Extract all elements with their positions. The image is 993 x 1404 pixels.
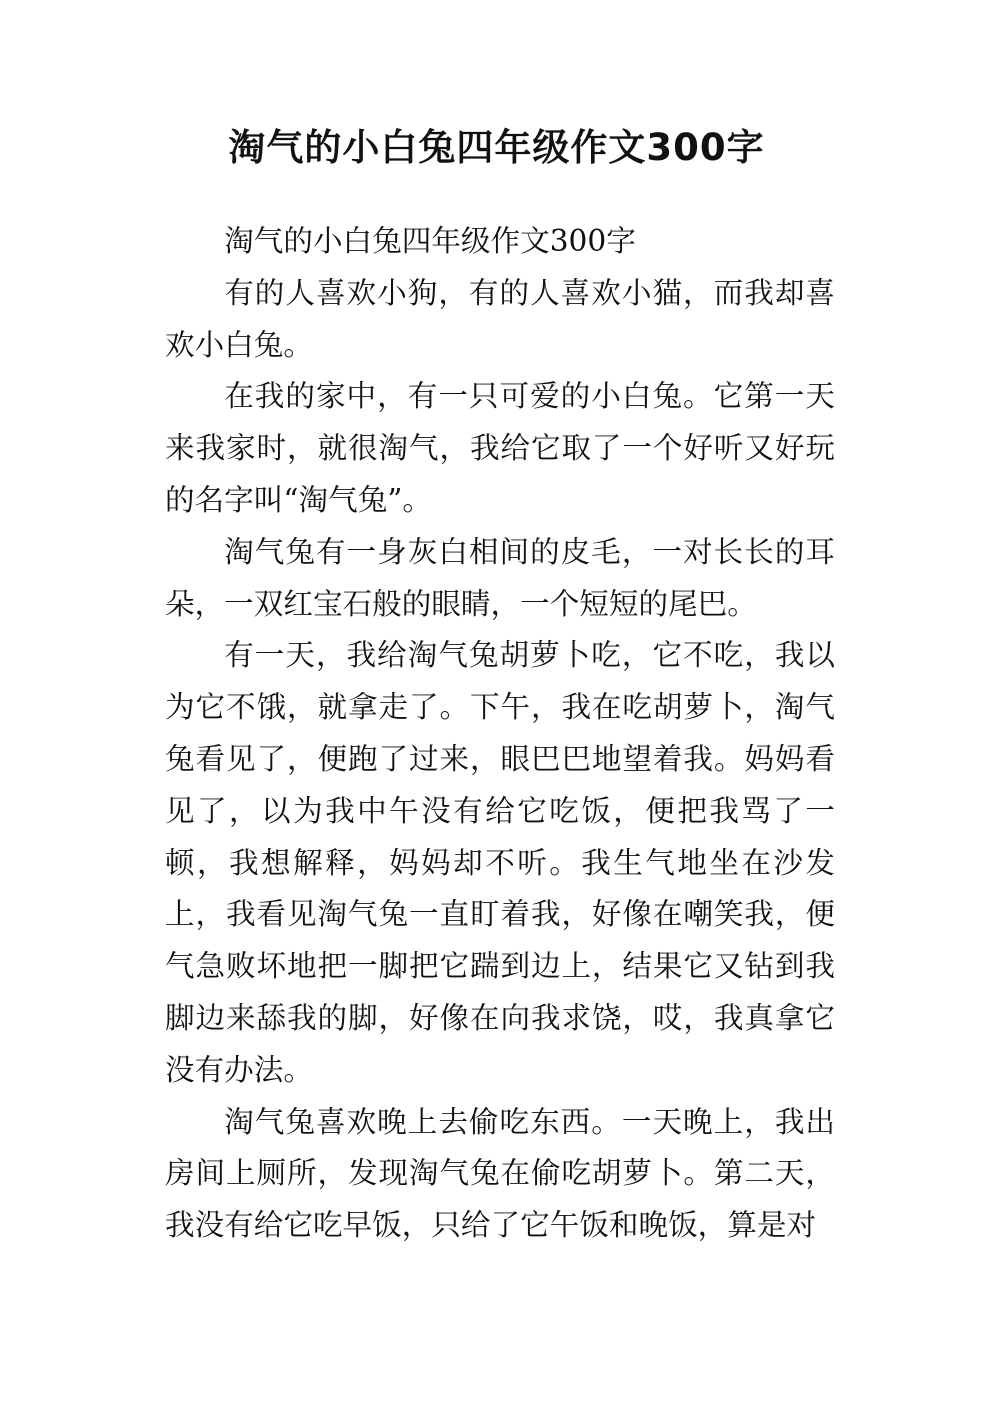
- paragraph: 有的人喜欢小狗，有的人喜欢小猫，而我却喜欢小白兔。: [165, 275, 835, 362]
- document-body: [165, 216, 835, 1252]
- paragraph-subtitle: 淘气的小白兔四年级作文300字: [224, 224, 636, 258]
- paragraph: 淘气兔喜欢晚上去偷吃东西。一天晚上，我出房间上厕所，发现淘气兔在偷吃胡萝卜。第二天，我没有给它吃早饭，只给了它午饭和晚饭，算是对: [165, 1104, 835, 1243]
- paragraph: 有一天，我给淘气兔胡萝卜吃，它不吃，我以为它不饿，就拿走了。下午，我在吃胡萝卜，淘气兔看见了，便跑了过来，眼巴巴地望着我。妈妈看见了，以为我中午没有给它吃饭，便把我骂了一顿，我想解释，妈妈却不听。我生气地坐在沙发上，我看见淘气兔一直盯着我，好像在嘲笑我，便气急败坏地把一脚把它踹到边上，结果它又钻到我脚边来舔我的脚，好像在向我求饶，哎，我真拿它没有办法。: [165, 638, 835, 1087]
- document-title: 淘气的小白兔四年级作文300字: [228, 126, 765, 169]
- paragraph: 淘气兔有一身灰白相间的皮毛，一对长长的耳朵，一双红宝石般的眼睛，一个短短的尾巴。: [165, 534, 835, 621]
- paragraph: 在我的家中，有一只可爱的小白兔。它第一天来我家时，就很淘气，我给它取了一个好听又好玩的名字叫“淘气兔”。: [165, 379, 835, 517]
